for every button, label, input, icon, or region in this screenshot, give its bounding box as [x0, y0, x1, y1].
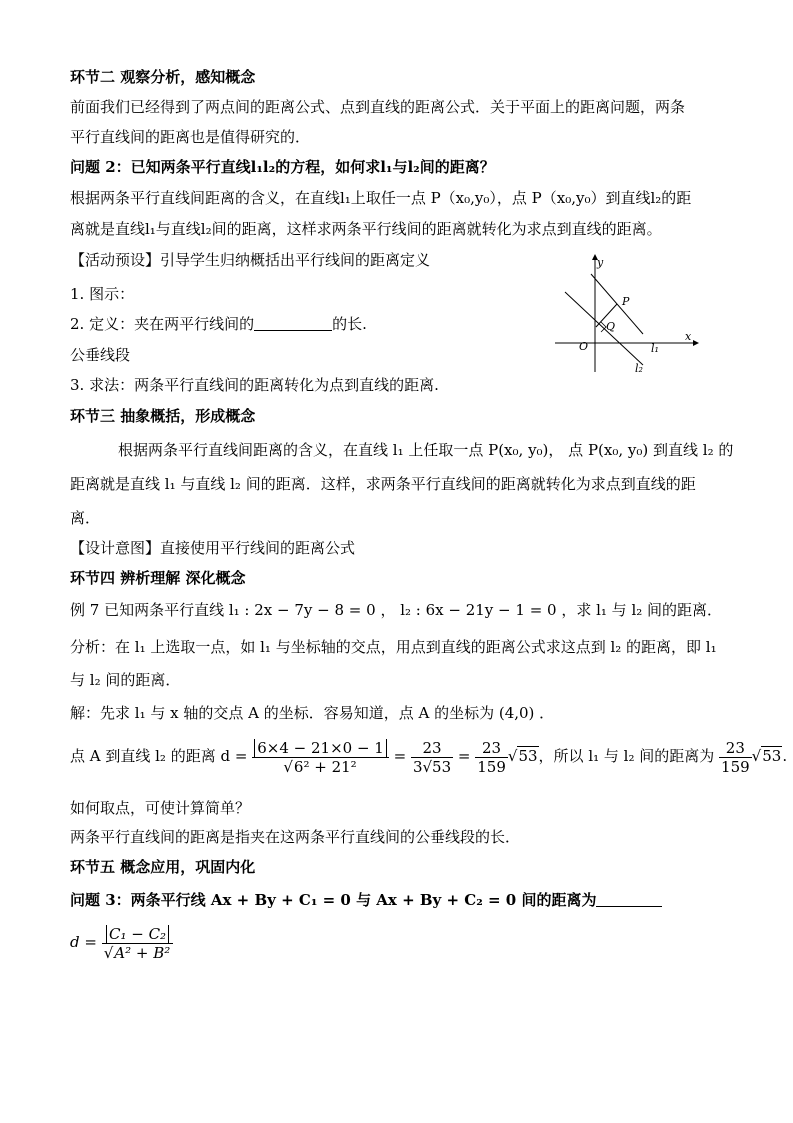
- example7: 例 7 已知两条平行直线 l₁ : 2x − 7y − 8 = 0 ， l₂ : 6x − 21y − 1 = 0 ，求 l₁ 与 l₂ 间的距离．: [70, 601, 723, 619]
- intro-line2: 平行直线间的距离也是值得研究的．: [70, 128, 311, 146]
- label-l1: l₁: [651, 342, 659, 355]
- solution-line: 解：先求 l₁ 与 x 轴的交点 A 的坐标．容易知道，点 A 的坐标为 (4,0) ．: [70, 704, 555, 722]
- question-simple: 如何取点，可使计算简单？: [70, 799, 251, 817]
- sqrt-53-result: 53: [762, 747, 782, 765]
- section3-title: 环节三 抽象概括，形成概念: [70, 407, 256, 425]
- section2-title: 环节二 观察分析，感知概念: [70, 68, 256, 86]
- question2: 问题 2：已知两条平行直线l₁l₂的方程，如何求l₁与l₂间的距离？: [70, 158, 495, 176]
- calc-mid: ，所以 l₁ 与 l₂ 间的距离为: [538, 747, 715, 765]
- intro-line1: 前面我们已经得到了两点间的距离公式、点到直线的距离公式．关于平面上的距离问题，两条: [70, 98, 686, 116]
- question3-text: 问题 3：两条平行线 Ax + By + C₁ = 0 与 Ax + By + C₂ = 0 间的距离为: [70, 891, 597, 909]
- f1-num: 23: [411, 739, 453, 758]
- sqrt-53: 53: [518, 747, 538, 765]
- label-q: Q: [606, 320, 616, 333]
- calc-denominator: 6² + 21²: [293, 757, 357, 776]
- section3-line3: 离．: [70, 509, 101, 527]
- f3-num: 23: [719, 739, 752, 758]
- paragraph1-line2: 离就是直线l₁与直线l₂间的距离，这样求两条平行线间的距离就转化为求点到直线的距离。: [70, 220, 662, 238]
- section5-title: 环节五 概念应用，巩固内化: [70, 858, 256, 876]
- fraction-result: [719, 739, 752, 776]
- activity-item1: 1. 图示：: [70, 285, 135, 303]
- fraction-23-over-3root53: [411, 739, 453, 776]
- distance-definition: 两条平行直线间的距离是指夹在这两条平行直线间的公垂线段的长．: [70, 828, 521, 846]
- analysis-line1: 分析：在 l₁ 上选取一点，如 l₁ 与坐标轴的交点，用点到直线的距离公式求这点到 l₂ 的距离，即 l₁: [70, 638, 717, 656]
- activity-item2: [70, 314, 367, 334]
- question3: [70, 890, 662, 910]
- activity-item2-suffix: 的长.: [332, 315, 367, 333]
- f2-num: 23: [475, 739, 508, 758]
- formula-lhs: d =: [70, 933, 97, 951]
- section3-line2: 距离就是直线 l₁ 与直线 l₂ 间的距离．这样，求两条平行直线间的距离就转化为求点到直线的距: [70, 475, 696, 493]
- calc-fraction: $\frac{6\times 4 - 21\times 0 - 1}{\text{√6² + 21²}}$: [252, 739, 389, 776]
- activity-item3: 3. 求法：两条平行直线间的距离转化为点到直线的距离.: [70, 376, 439, 394]
- section4-title: 环节四 辨析理解 深化概念: [70, 569, 246, 587]
- activity-item2-label: 2. 定义：夹在两平行线间的: [70, 315, 255, 333]
- formula-numerator: C₁ − C₂: [106, 925, 169, 943]
- fraction-23-over-159: [475, 739, 508, 776]
- label-x: x: [685, 330, 692, 343]
- label-o: O: [579, 340, 589, 353]
- activity-title: 【活动预设】引导学生归纳概括出平行线间的距离定义: [70, 251, 431, 269]
- label-l2: l₂: [635, 362, 643, 375]
- formula-denominator: A² + B²: [114, 943, 171, 962]
- parallel-lines-figure: [555, 252, 700, 377]
- analysis-line2: 与 l₂ 间的距离．: [70, 671, 181, 689]
- f2-den: 159: [477, 757, 506, 776]
- label-y: y: [597, 256, 604, 269]
- paragraph1-line1: 根据两条平行直线间距离的含义，在直线l₁上取任一点 P（x₀,y₀），点 P（x₀,y₀）到直线l₂的距: [70, 189, 692, 207]
- calc-numerator: 6×4 − 21×0 − 1: [254, 739, 387, 757]
- design-intent: 【设计意图】直接使用平行线间的距离公式: [70, 539, 356, 557]
- question3-blank: [596, 892, 662, 907]
- activity-answer: 公垂线段: [70, 346, 131, 364]
- distance-calculation: 点 A 到直线 l₂ 的距离 d = $\frac{6\times 4 - 21\times 0 - 1}{\text{√6² + 21²}}$ = $\frac{23}{3√53}$ = $\frac{23}{159}$ √53，所以 l₁ 与 l₂ 间的距离为 $\frac{23}{159}$ √53.: [70, 738, 788, 776]
- formula-fraction: $\frac{\text{C₁ − C₂}}{\text{√A² + B²}}$: [102, 925, 174, 962]
- f3-den: 159: [721, 757, 750, 776]
- section3-line1: 根据两条平行直线间距离的含义，在直线 l₁ 上任取一点 P(x₀, y₀)， 点 P(x₀, y₀) 到直线 l₂ 的: [118, 441, 734, 459]
- label-p: P: [622, 295, 630, 308]
- x-axis-arrow: [693, 340, 699, 346]
- answer-blank: [254, 316, 332, 331]
- f1-den: 3√53: [412, 757, 452, 776]
- distance-formula: [70, 922, 173, 962]
- calc-prefix: 点 A 到直线 l₂ 的距离 d =: [70, 747, 248, 765]
